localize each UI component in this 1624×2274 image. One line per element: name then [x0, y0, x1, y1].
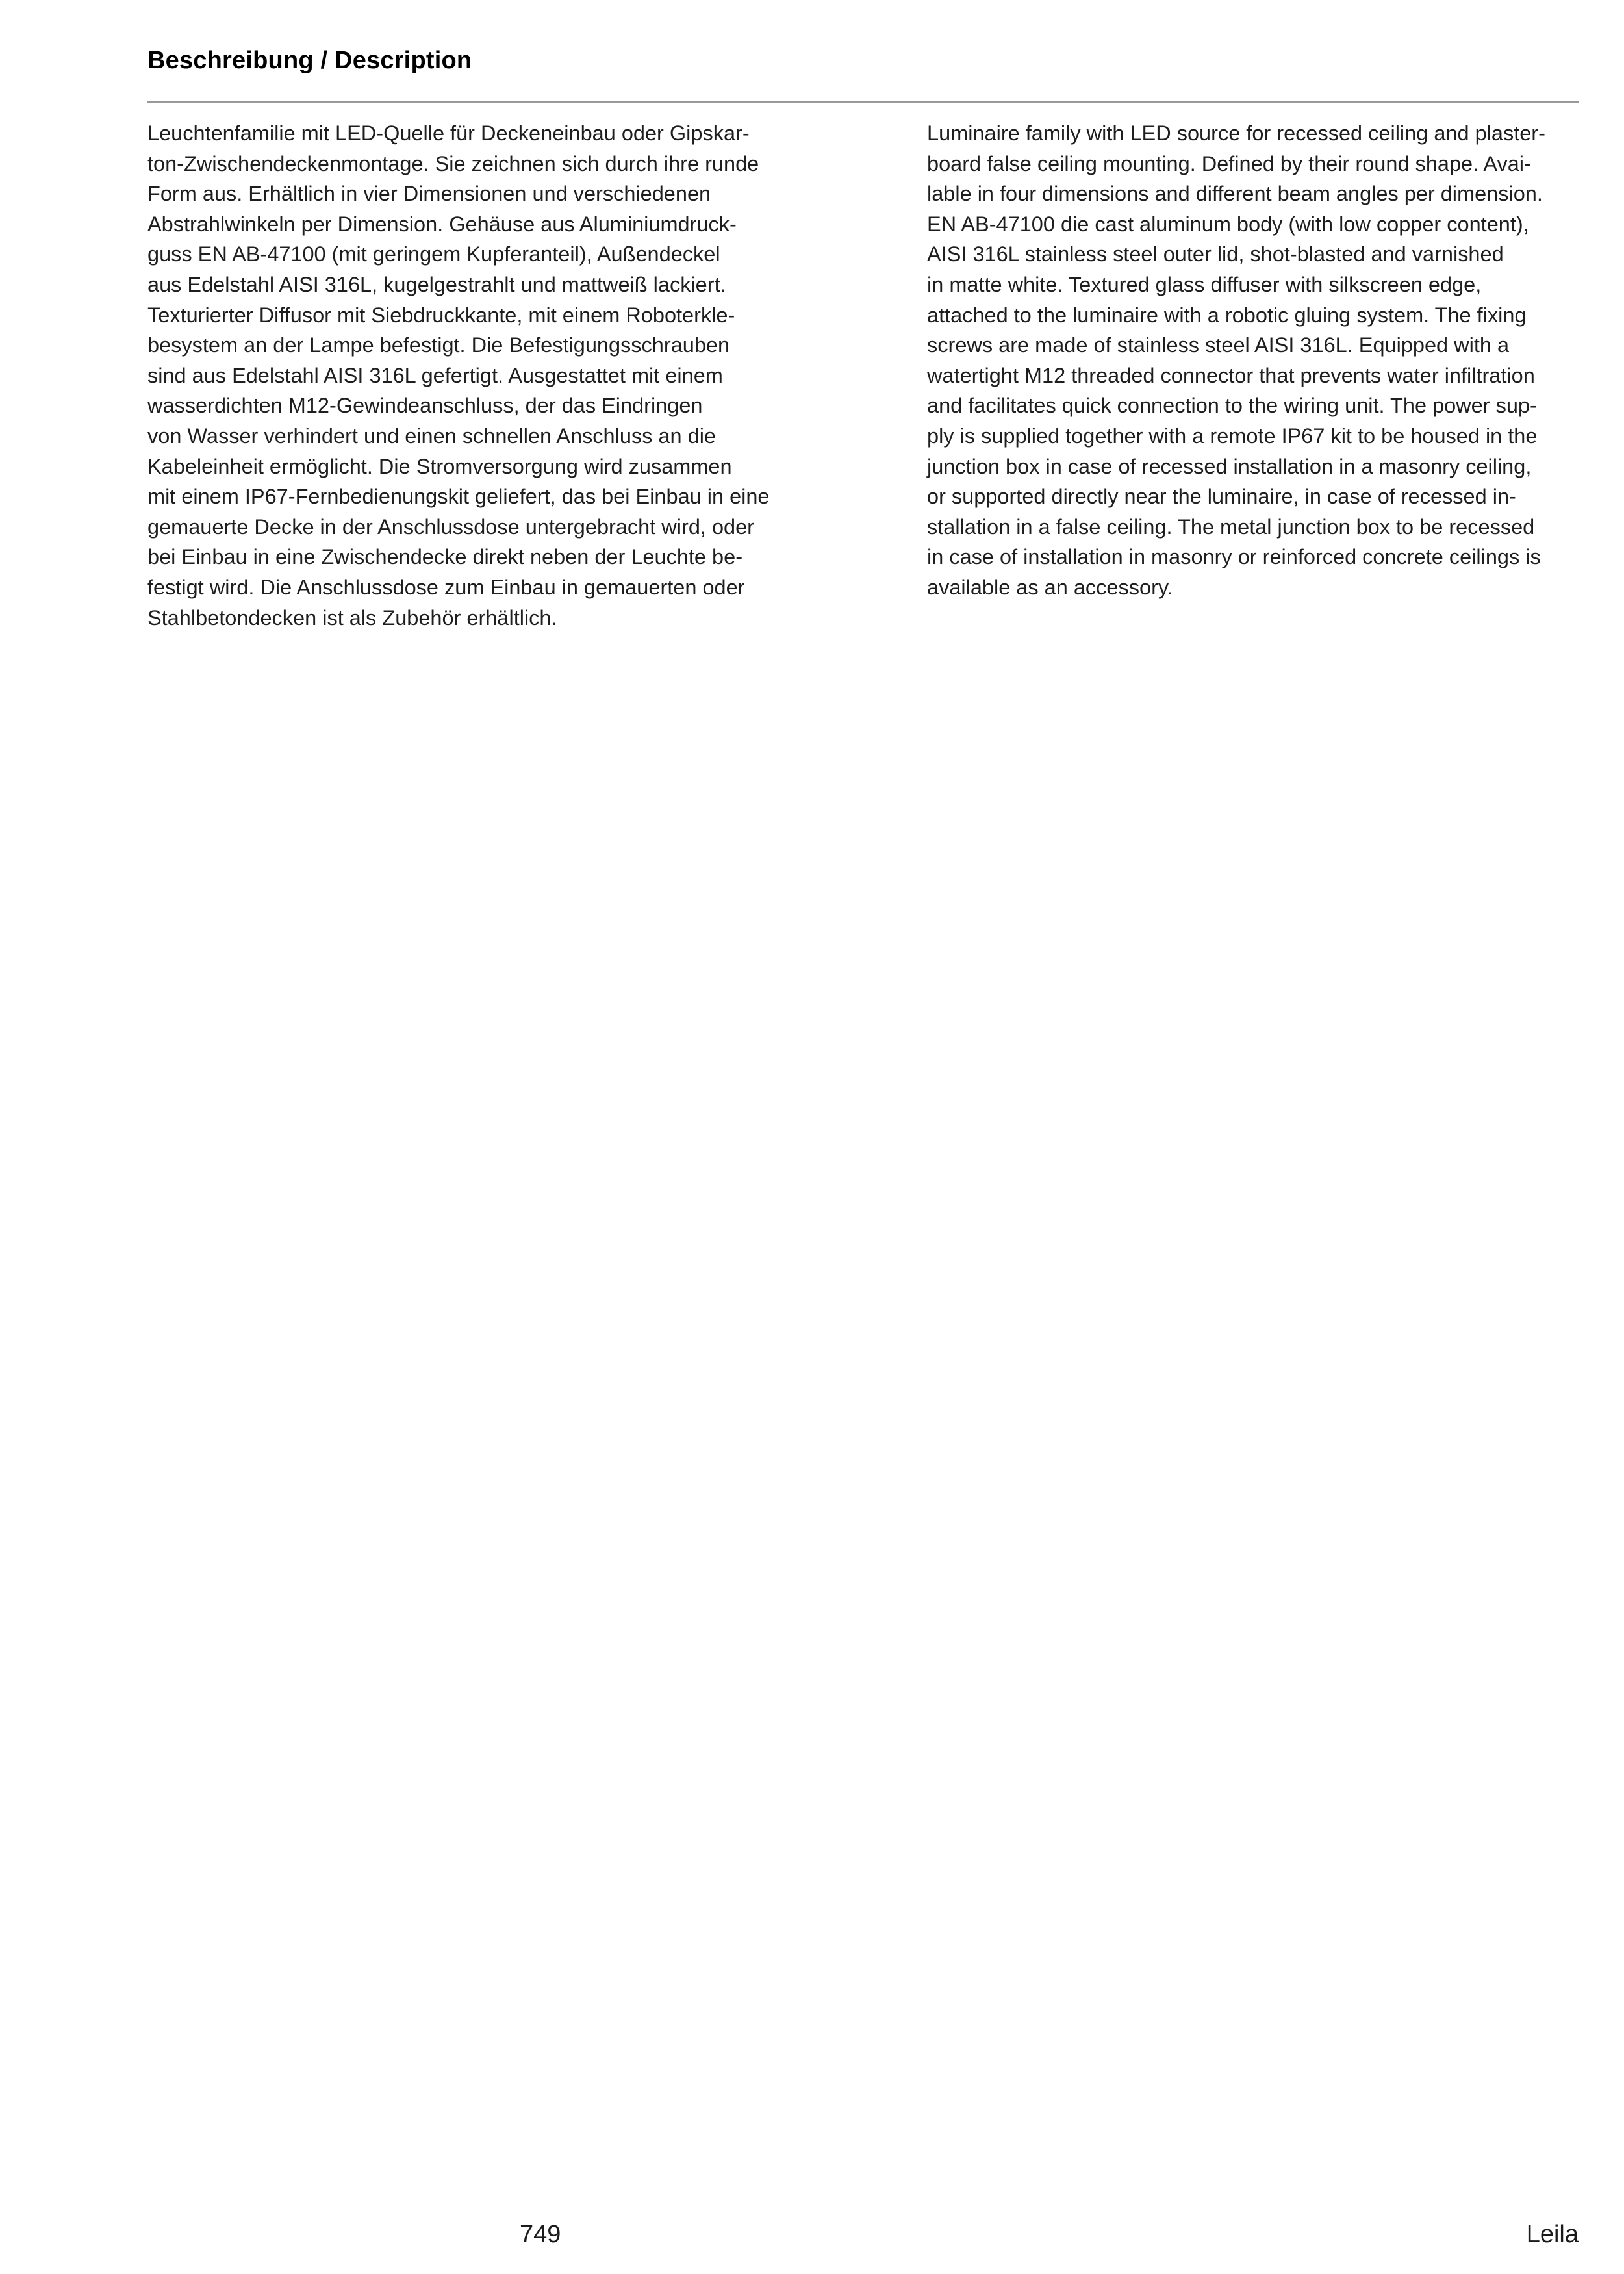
- english-line: Luminaire family with LED source for recessed ceiling and plaster-: [927, 121, 1545, 145]
- english-line: and facilitates quick connection to the wiring unit. The power sup-: [927, 394, 1537, 418]
- english-line: junction box in case of recessed installation in a masonry ceiling,: [927, 454, 1532, 478]
- german-line: Abstrahlwinkeln per Dimension. Gehäuse aus Aluminiumdruck-: [147, 212, 737, 236]
- german-line: mit einem IP67-Fernbedienungskit geliefert, das bei Einbau in eine: [147, 485, 770, 509]
- english-line: board false ceiling mounting. Defined by their round shape. Avai-: [927, 151, 1531, 175]
- english-line: AISI 316L stainless steel outer lid, shot-blasted and varnished: [927, 242, 1504, 266]
- english-line: in matte white. Textured glass diffuser with silkscreen edge,: [927, 272, 1482, 296]
- product-name: Leila: [1526, 2221, 1579, 2248]
- english-line: screws are made of stainless steel AISI 316L. Equipped with a: [927, 333, 1510, 357]
- german-description: [147, 118, 810, 633]
- english-line: or supported directly near the luminaire, in case of recessed in-: [927, 485, 1516, 509]
- english-line: ply is supplied together with a remote IP67 kit to be housed in the: [927, 424, 1538, 448]
- german-line: wasserdichten M12-Gewindeanschluss, der das Eindringen: [147, 394, 703, 418]
- german-line: bei Einbau in eine Zwischendecke direkt neben der Leuchte be-: [147, 545, 743, 569]
- german-line: festigt wird. Die Anschlussdose zum Einbau in gemauerten oder: [147, 575, 745, 599]
- german-line: Stahlbetondecken ist als Zubehör erhältlich.: [147, 606, 557, 630]
- page-number: 749: [520, 2221, 561, 2248]
- german-line: ton-Zwischendeckenmontage. Sie zeichnen sich durch ihre runde: [147, 151, 759, 175]
- english-line: EN AB-47100 die cast aluminum body (with low copper content),: [927, 212, 1529, 236]
- english-line: lable in four dimensions and different beam angles per dimension.: [927, 182, 1543, 206]
- header-divider: [147, 101, 1579, 103]
- english-line: watertight M12 threaded connector that prevents water infiltration: [927, 363, 1535, 387]
- german-line: gemauerte Decke in der Anschlussdose untergebracht wird, oder: [147, 515, 754, 539]
- german-line: Texturierter Diffusor mit Siebdruckkante, mit einem Roboterkle-: [147, 303, 735, 327]
- english-line: available as an accessory.: [927, 575, 1173, 599]
- english-description: [927, 118, 1583, 603]
- english-line: in case of installation in masonry or reinforced concrete ceilings is: [927, 545, 1541, 569]
- german-line: guss EN AB-47100 (mit geringem Kupferanteil), Außendeckel: [147, 242, 720, 266]
- german-line: Kabeleinheit ermöglicht. Die Stromversorgung wird zusammen: [147, 454, 732, 478]
- german-line: Leuchtenfamilie mit LED-Quelle für Deckeneinbau oder Gipskar-: [147, 121, 750, 145]
- german-line: von Wasser verhindert und einen schnellen Anschluss an die: [147, 424, 717, 448]
- section-title: Beschreibung / Description: [147, 47, 472, 74]
- english-line: attached to the luminaire with a robotic gluing system. The fixing: [927, 303, 1527, 327]
- german-line: besystem an der Lampe befestigt. Die Befestigungsschrauben: [147, 333, 730, 357]
- german-line: aus Edelstahl AISI 316L, kugelgestrahlt und mattweiß lackiert.: [147, 272, 726, 296]
- german-line: sind aus Edelstahl AISI 316L gefertigt. Ausgestattet mit einem: [147, 363, 723, 387]
- english-line: stallation in a false ceiling. The metal junction box to be recessed: [927, 515, 1535, 539]
- german-line: Form aus. Erhältlich in vier Dimensionen und verschiedenen: [147, 182, 711, 206]
